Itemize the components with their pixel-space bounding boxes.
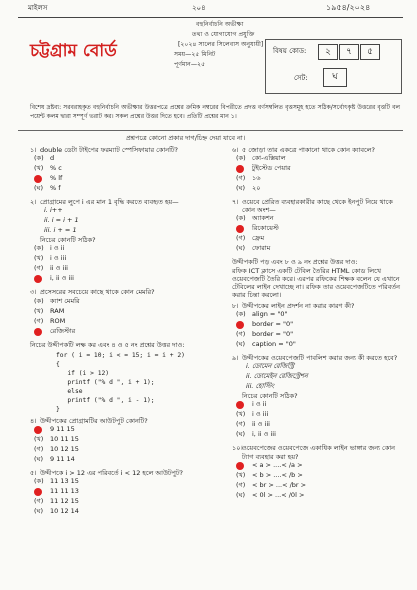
- option[interactable]: [30, 507, 210, 517]
- option[interactable]: [232, 430, 404, 440]
- code-digit: ৫: [360, 44, 380, 60]
- option-marker: (ঘ): [236, 490, 246, 499]
- stem2-text: রফিক ICT ক্লাসে একটি টেবিল তৈরির HTML কোড লিখে ওয়েবপেজটি তৈরি করে। এরপর রফিকের শিক্ষক বলেন যে এখানে টেবিলের লাইন দেখাচ্ছে না। রফিক তার ওয়েবপেজটিতে পরিবর্তন করার চিন্তা করলো।: [232, 266, 401, 299]
- option[interactable]: [30, 254, 210, 264]
- page-number: ২০৪: [192, 4, 206, 12]
- option-marker: (ক): [236, 154, 246, 163]
- option-marker: (ক): [236, 310, 246, 319]
- option[interactable]: [30, 244, 210, 254]
- option-text: 9 11 14: [50, 454, 75, 463]
- section-title: প্রশ্নপত্রে কোনো প্রকার দাগ/চিহ্ন দেয়া যাবে না।: [126, 134, 246, 142]
- option[interactable]: [232, 214, 404, 224]
- option-text: 10 12 14: [50, 506, 79, 515]
- option[interactable]: [232, 410, 404, 420]
- option[interactable]: [30, 164, 210, 174]
- question-number: ৩।: [30, 288, 37, 297]
- option[interactable]: [232, 154, 404, 164]
- question-text: উদ্দীপকের প্রোগ্রামটির আউটপুট কোনটি?: [40, 416, 148, 425]
- option-selected[interactable]: [232, 224, 404, 234]
- option-selected[interactable]: [30, 487, 210, 497]
- instructions-divider: [18, 130, 403, 131]
- option-text: < a > ....< /a >: [252, 460, 303, 469]
- option-marker: (গ): [236, 174, 246, 183]
- option-text: < br > ...< /br >: [252, 480, 307, 489]
- right-column: [232, 146, 404, 505]
- question-text: ওয়েবপেজের ওয়েবপেজে একাধিক লাইন ভাঙ্গার জন্য কোন ট্যাগ ব্যবহার করা হয়?: [242, 444, 396, 461]
- question-text: প্রসেসরের সবচেয়ে কাছে থাকে কোন মেমরি?: [40, 288, 155, 297]
- option-text: ii ও iii: [252, 420, 270, 429]
- option-text: রেজিস্টার: [50, 326, 76, 335]
- question: [232, 444, 404, 500]
- info-line: সময়—২৫ মিনিট: [174, 51, 216, 58]
- option-text: ১৬: [252, 174, 261, 183]
- option[interactable]: [30, 455, 210, 465]
- option-text: d: [50, 154, 55, 163]
- sub-statement: i. ডোমেন রেজিস্ট্রি: [246, 362, 295, 371]
- option-marker: (ক): [236, 214, 246, 223]
- question-text: উদ্দীপকে i > 12 এর পরিবর্তে i < 12 হলে আউটপুট?: [40, 468, 183, 477]
- option[interactable]: [232, 471, 404, 481]
- option-text: i ও iii: [50, 254, 67, 263]
- code-digit: ৭: [339, 44, 359, 60]
- option-text: 9 11 15: [50, 424, 75, 433]
- option[interactable]: [30, 445, 210, 455]
- option-text: border = "0": [252, 330, 294, 339]
- question: [30, 288, 210, 336]
- option-marker: (খ): [34, 434, 44, 443]
- option[interactable]: [232, 420, 404, 430]
- option-marker: (ঘ): [34, 184, 44, 193]
- option-text: RAM: [50, 306, 65, 315]
- option-selected[interactable]: [30, 327, 210, 337]
- option-marker: (ক): [34, 476, 44, 485]
- option[interactable]: [232, 310, 404, 320]
- option[interactable]: [232, 184, 404, 194]
- question-number: ৪।: [30, 416, 37, 425]
- option-text: 11 12 15: [50, 496, 79, 505]
- option-marker: (গ): [236, 330, 246, 339]
- sub-statement: i. i++: [44, 206, 63, 215]
- question: [232, 146, 404, 194]
- option[interactable]: [30, 184, 210, 194]
- code-block: for ( i = 10; i < = 15; i = i + 2) { if (i > 12) printf ("% d ", i + 1); else printf ("% d ", i - 1); }: [56, 351, 185, 413]
- option-text: ২০: [252, 184, 261, 193]
- option-marker: (ক): [34, 296, 44, 305]
- option-selected[interactable]: [30, 274, 210, 284]
- option-marker: (ঘ): [236, 430, 246, 439]
- question-number: ৬।: [232, 146, 239, 154]
- option[interactable]: [30, 307, 210, 317]
- option-marker: (গ): [236, 420, 246, 429]
- option-text: 10 12 15: [50, 444, 79, 453]
- option-text: 11 11 13: [50, 486, 79, 495]
- option[interactable]: [232, 340, 404, 350]
- option-text: ii ও iii: [50, 264, 68, 273]
- question-number: ১০।: [232, 444, 243, 453]
- sub-statement: iii. হোস্টিং: [246, 382, 275, 391]
- option-marker: (ঘ): [34, 454, 44, 463]
- option-text: < b > ....< /b >: [252, 470, 303, 479]
- option-text: align = "0": [252, 310, 288, 319]
- question: [30, 417, 210, 465]
- question-text: উদ্দীপকের লাইন প্রদর্শন না করার কারণ কী?: [242, 302, 355, 310]
- question-text: প্রোগ্রামের লুপে i এর মান 1 বৃদ্ধি করতে ব্যবহৃত হয়—: [40, 198, 179, 207]
- set-value: ঘ: [323, 68, 347, 87]
- option[interactable]: [30, 317, 210, 327]
- option-marker: (ঘ): [236, 340, 246, 349]
- option-selected[interactable]: [232, 320, 404, 330]
- option-text: ROM: [50, 316, 66, 325]
- question-number: ৭।: [232, 198, 239, 207]
- question-prompt: নিচের কোনটি সঠিক?: [40, 236, 96, 245]
- question: [30, 198, 210, 284]
- set-label: সেট:: [294, 74, 308, 82]
- question: [232, 354, 404, 440]
- question: [232, 198, 404, 254]
- option-marker: (গ): [236, 480, 246, 489]
- code-digit: ২: [318, 44, 338, 60]
- option-marker: (গ): [34, 264, 44, 273]
- top-divider: [18, 17, 403, 18]
- option-marker: (ক): [34, 154, 44, 163]
- option-text: 11 13 15: [50, 476, 79, 485]
- option[interactable]: [232, 481, 404, 491]
- option[interactable]: [30, 297, 210, 307]
- question-prompt: নিচের কোনটি সঠিক?: [242, 392, 298, 401]
- question: [232, 302, 404, 350]
- option-text: < 0l > ...< /0l >: [252, 490, 305, 499]
- question: [30, 146, 210, 194]
- option[interactable]: [30, 264, 210, 274]
- option-marker: (খ): [34, 306, 44, 315]
- question-number: ২।: [30, 198, 37, 207]
- instructions: বিশেষ দ্রষ্টব্য: সরবরাহকৃত বহুনির্বাচনি অভীক্ষার উত্তরপত্রে প্রশ্নের ক্রমিক নম্বরের বিপরীতে প্রদত্ত বর্ণসম্বলিত বৃত্তসমূহ হতে সঠিক/সর্বোৎকৃষ্ট উত্তরের বৃত্তটি বল পয়েন্ট কলম দ্বারা সম্পূর্ণ ভরাট কর। সকল প্রশ্নের উত্তর দিতে হবে। প্রতিটি প্রশ্নের মান ১।: [30, 104, 400, 120]
- page-header: [0, 0, 417, 16]
- option-marker: (গ): [34, 496, 44, 505]
- option-text: কো-এক্সিয়াল: [252, 154, 286, 163]
- option[interactable]: [30, 497, 210, 507]
- question-text: ওয়েবে প্রেরিত ব্যবহারকারীর কাছে থেকে ইনপুট নিয়ে থাকে কোন অংশ—: [242, 198, 393, 215]
- sub-statement: iii. i + = 1: [44, 226, 77, 235]
- info-line: তথ্য ও যোগাযোগ প্রযুক্তি: [192, 31, 255, 38]
- question-text: double ডেটা টাইপের ফরম্যাট স্পেসিফায়ার কোনটি?: [40, 146, 178, 154]
- option-marker: (গ): [34, 316, 44, 325]
- option-selected[interactable]: [232, 400, 404, 410]
- option-marker: (খ): [34, 254, 44, 263]
- option-marker: (গ): [34, 444, 44, 453]
- option-text: % lf: [50, 174, 63, 183]
- option[interactable]: [232, 234, 404, 244]
- subject-code-box: [265, 39, 402, 94]
- option-text: i, ii ও iii: [252, 430, 276, 439]
- board-title: চট্টগ্রাম বোর্ড: [30, 41, 117, 61]
- option-marker: (ঘ): [236, 244, 246, 253]
- option-marker: (খ): [236, 470, 246, 479]
- option-marker: (গ): [236, 234, 246, 243]
- option-marker: (খ): [34, 164, 44, 173]
- sub-statement: ii. i = i + 1: [44, 216, 79, 225]
- option-text: i ও iii: [252, 410, 269, 419]
- option-text: i, ii ও iii: [50, 274, 74, 283]
- option-text: % f: [50, 184, 61, 193]
- question-number: ৫।: [30, 468, 37, 477]
- stem-text: নিচের উদ্দীপকটি লক্ষ কর এবং ৪ ও ৫ নং প্রশ্নের উত্তর দাও:: [30, 340, 185, 349]
- option-text: অ্যাকশন: [252, 214, 274, 223]
- info-line: পূর্ণমান—২৫: [174, 61, 206, 68]
- header-right: ১৯৫৪/২০২৪: [326, 3, 371, 12]
- option-selected[interactable]: [232, 164, 404, 174]
- header-left: মাইলস: [28, 4, 48, 12]
- subject-code-cells: [318, 44, 381, 60]
- option-selected[interactable]: [30, 174, 210, 184]
- subject-code-label: বিষয় কোড:: [273, 47, 307, 55]
- option-marker: (ক): [34, 244, 44, 253]
- option-text: টুইস্টেড পেয়ার: [252, 164, 291, 173]
- option[interactable]: [232, 330, 404, 340]
- option-text: i ও ii: [252, 400, 267, 409]
- option-selected[interactable]: [232, 461, 404, 471]
- option-marker: (খ): [236, 410, 246, 419]
- option-text: border = "0": [252, 320, 294, 329]
- option-text: রিকোয়েস্ট: [252, 224, 279, 233]
- info-line: [২০২৪ সালের সিলেবাস অনুযায়ী]: [178, 41, 264, 48]
- left-column: [30, 146, 210, 521]
- option[interactable]: [30, 154, 210, 164]
- option-text: % c: [50, 164, 62, 173]
- question-text: ৫ জোড়া তার একত্রে পাকানো থাকে কোন ক্যাবলে?: [242, 146, 375, 154]
- option-text: ক্যাশ মেমরি: [50, 296, 80, 305]
- option-marker: (ঘ): [34, 506, 44, 515]
- question-number: ১।: [30, 146, 37, 154]
- option[interactable]: [232, 174, 404, 184]
- question-text: উদ্দীপকের ওয়েবপেজটি পাবলিশ করার জন্য কী করতে হবে?: [242, 354, 398, 363]
- option-text: 10 11 15: [50, 434, 79, 443]
- option-selected[interactable]: [30, 425, 210, 435]
- option-text: i ও ii: [50, 244, 65, 253]
- option[interactable]: [30, 435, 210, 445]
- option-marker: (ঘ): [236, 184, 246, 193]
- option[interactable]: [30, 477, 210, 487]
- option[interactable]: [232, 244, 404, 254]
- option[interactable]: [232, 491, 404, 501]
- question-number: ৮।: [232, 302, 239, 310]
- info-line: বহুনির্বাচনি অভীক্ষা: [196, 21, 244, 28]
- option-text: ফ্রেম: [252, 234, 265, 243]
- option-text: caption = "0": [252, 340, 296, 349]
- sub-statement: ii. ডোমেইন রেজিস্ট্রেশন: [246, 372, 308, 381]
- option-text: ফোরাম: [252, 244, 271, 253]
- stem2-title: উদ্দীপকটি পড় এবং ৮ ও ৯ নং প্রশ্নের উত্তর দাও:: [232, 258, 358, 267]
- question-number: ৯।: [232, 354, 239, 363]
- question: [30, 469, 210, 517]
